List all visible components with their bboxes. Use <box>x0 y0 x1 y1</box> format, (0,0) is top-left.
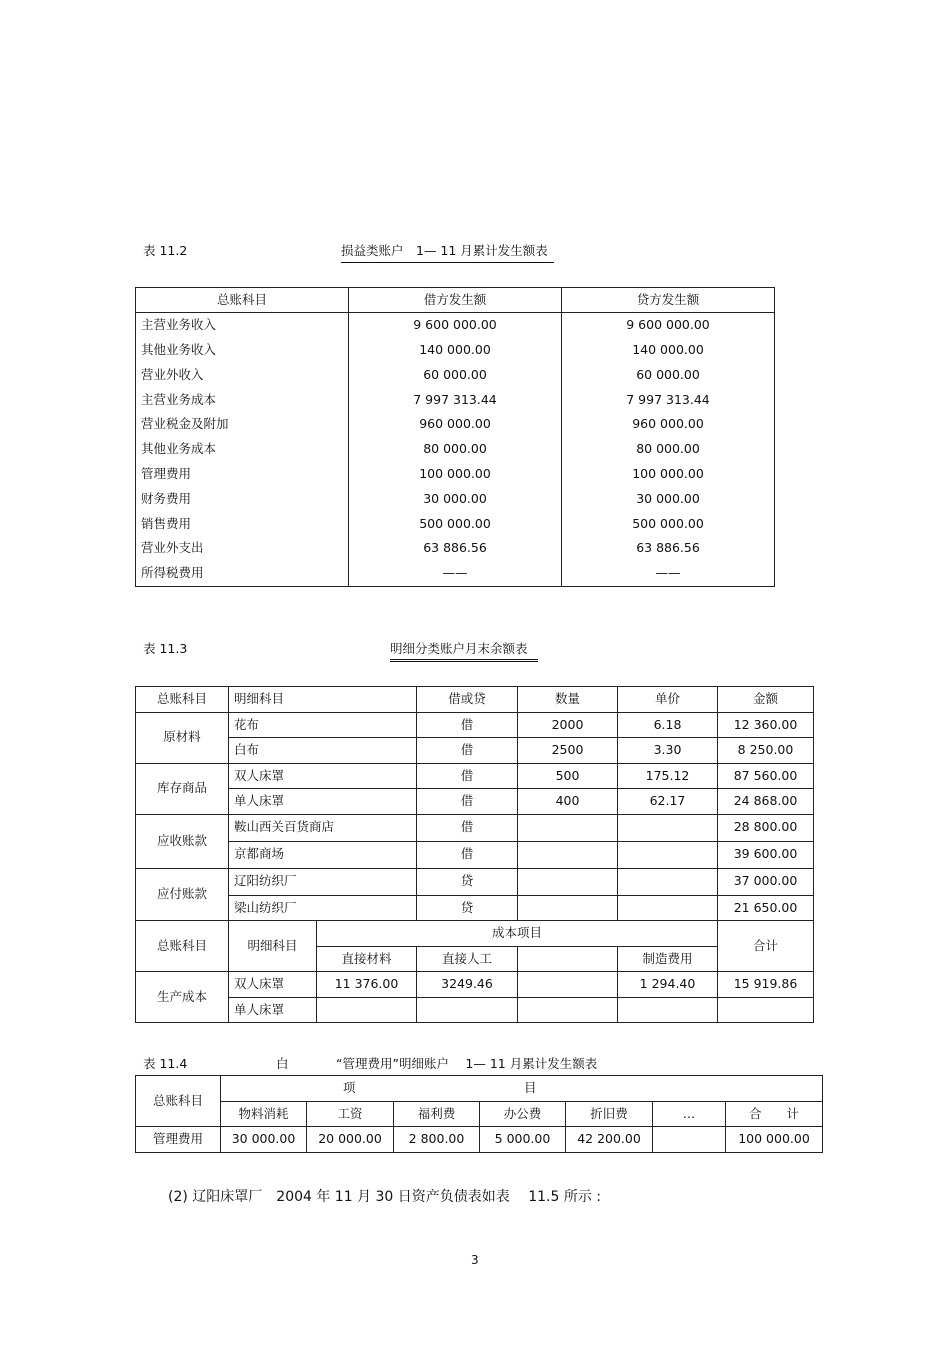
table-header-row <box>136 687 814 713</box>
table-row <box>136 313 775 338</box>
table-11-2 <box>135 287 775 587</box>
table-row <box>136 437 775 462</box>
table-row <box>136 841 814 868</box>
price-cell <box>618 868 718 895</box>
detail-cell: 辽阳纺织厂 <box>229 868 417 895</box>
dc-cell: 借 <box>417 763 518 789</box>
table-row <box>136 814 814 841</box>
labor-cell <box>417 997 518 1023</box>
qty-cell: 500 <box>518 763 618 789</box>
blank-cell <box>518 972 618 998</box>
header-cell <box>417 687 518 713</box>
qty-cell <box>518 895 618 921</box>
value-cell: 2 800.00 <box>394 1127 480 1153</box>
table-11-4-title: “管理费用”明细账户 1— 11 月累计发生额表 <box>336 1056 598 1071</box>
value-cell: 30 000.00 <box>221 1127 307 1153</box>
table-row <box>136 738 814 764</box>
account-cell: 销售费用 <box>136 511 349 536</box>
table-row <box>136 1127 823 1153</box>
header-cell: 直接人工 <box>417 946 518 972</box>
debit-cell: 9 600 000.00 <box>349 313 562 338</box>
header-cell: 单价 <box>618 687 718 713</box>
header-cell: 总账科目 <box>136 687 229 713</box>
debit-cell: 63 886.56 <box>349 536 562 561</box>
total-cell: 15 919.86 <box>718 972 814 998</box>
blank-cell <box>518 997 618 1023</box>
header-text: 借或贷 <box>448 691 486 706</box>
header-cell: 明细科目 <box>229 687 417 713</box>
page-number: 3 <box>471 1253 479 1267</box>
table-row <box>136 763 814 789</box>
debit-cell: 500 000.00 <box>349 511 562 536</box>
credit-cell: 100 000.00 <box>562 462 775 487</box>
header-cell: 数量 <box>518 687 618 713</box>
table-row <box>136 868 814 895</box>
dc-cell: 借 <box>417 814 518 841</box>
account-cell: 原材料 <box>136 712 229 763</box>
header-cell: 明细科目 <box>229 921 317 972</box>
table-row <box>136 338 775 363</box>
amount-cell: 12 360.00 <box>718 712 814 738</box>
dc-cell: 借 <box>417 789 518 815</box>
qty-cell: 400 <box>518 789 618 815</box>
debit-cell: 60 000.00 <box>349 363 562 388</box>
account-cell: 营业外支出 <box>136 536 349 561</box>
header-cell: 物料消耗 <box>221 1101 307 1127</box>
credit-cell: 140 000.00 <box>562 338 775 363</box>
debit-cell: 7 997 313.44 <box>349 387 562 412</box>
header-cell: 合 计 <box>726 1101 823 1127</box>
account-cell: 主营业务成本 <box>136 387 349 412</box>
table-11-3-label: 表 11.3 <box>143 641 188 656</box>
header-cell <box>518 946 618 972</box>
dc-cell: 贷 <box>417 895 518 921</box>
header-cell: … <box>653 1101 726 1127</box>
table-row <box>136 412 775 437</box>
header-cell: 成本项目 <box>317 921 718 947</box>
header-cell: 直接材料 <box>317 946 417 972</box>
price-cell <box>618 895 718 921</box>
table-row <box>136 712 814 738</box>
credit-cell: 30 000.00 <box>562 487 775 512</box>
amount-cell: 21 650.00 <box>718 895 814 921</box>
credit-cell: 960 000.00 <box>562 412 775 437</box>
header-cell: 金额 <box>718 687 814 713</box>
amount-cell: 37 000.00 <box>718 868 814 895</box>
amount-cell: 87 560.00 <box>718 763 814 789</box>
price-cell: 6.18 <box>618 712 718 738</box>
header-cell: 贷方发生额 <box>562 288 775 313</box>
table-row <box>136 487 775 512</box>
overhead-cell <box>618 997 718 1023</box>
price-cell: 175.12 <box>618 763 718 789</box>
price-cell <box>618 814 718 841</box>
table-header-row <box>136 288 775 313</box>
amount-cell: 28 800.00 <box>718 814 814 841</box>
table-11-3-title: 明细分类账户月末余额表 <box>390 639 538 662</box>
debit-cell: 80 000.00 <box>349 437 562 462</box>
detail-cell: 双人床罩 <box>229 763 417 789</box>
table-row <box>136 363 775 388</box>
account-cell: 其他业务收入 <box>136 338 349 363</box>
table-row <box>136 536 775 561</box>
qty-cell <box>518 841 618 868</box>
debit-cell: 140 000.00 <box>349 338 562 363</box>
header-text-item: 目 <box>524 1080 537 1095</box>
account-cell: 管理费用 <box>136 462 349 487</box>
header-cell: 总账科目 <box>136 1076 221 1127</box>
header-cell: 合计 <box>718 921 814 972</box>
header-cell: 折旧费 <box>566 1101 653 1127</box>
table-row <box>136 895 814 921</box>
credit-cell: 80 000.00 <box>562 437 775 462</box>
qty-cell: 2500 <box>518 738 618 764</box>
header-cell: 借方发生额 <box>349 288 562 313</box>
table-11-4-title-prefix: 白 <box>276 1056 289 1071</box>
table-11-3 <box>135 686 814 1023</box>
table-row <box>136 511 775 536</box>
amount-cell: 24 868.00 <box>718 789 814 815</box>
amount-cell: 39 600.00 <box>718 841 814 868</box>
account-cell: 库存商品 <box>136 763 229 814</box>
debit-cell: 100 000.00 <box>349 462 562 487</box>
credit-cell: —— <box>562 561 775 586</box>
dc-cell: 借 <box>417 738 518 764</box>
account-cell: 生产成本 <box>136 972 229 1023</box>
debit-cell: —— <box>349 561 562 586</box>
credit-cell: 7 997 313.44 <box>562 387 775 412</box>
account-cell: 管理费用 <box>136 1127 221 1153</box>
table-row <box>136 462 775 487</box>
qty-cell <box>518 868 618 895</box>
credit-cell: 500 000.00 <box>562 511 775 536</box>
amount-cell: 8 250.00 <box>718 738 814 764</box>
table-subheader-row <box>136 1101 823 1127</box>
dc-cell: 借 <box>417 841 518 868</box>
account-cell: 所得税费用 <box>136 561 349 586</box>
value-cell <box>653 1127 726 1153</box>
labor-cell: 3249.46 <box>417 972 518 998</box>
detail-cell: 京都商场 <box>229 841 417 868</box>
material-cell: 11 376.00 <box>317 972 417 998</box>
value-cell: 100 000.00 <box>726 1127 823 1153</box>
table-11-2-label: 表 11.2 <box>143 243 188 258</box>
table-row <box>136 387 775 412</box>
header-cell: 总账科目 <box>136 921 229 972</box>
account-cell: 营业外收入 <box>136 363 349 388</box>
body-paragraph: (2) 辽阳床罩厂 2004 年 11 月 30 日资产负债表如表 11.5 所示 : <box>168 1189 602 1205</box>
header-cell: 总账科目 <box>136 288 349 313</box>
credit-cell: 9 600 000.00 <box>562 313 775 338</box>
account-cell: 营业税金及附加 <box>136 412 349 437</box>
material-cell <box>317 997 417 1023</box>
account-cell: 主营业务收入 <box>136 313 349 338</box>
detail-cell: 单人床罩 <box>229 997 317 1023</box>
header-cell: 工资 <box>307 1101 394 1127</box>
detail-cell: 花布 <box>229 712 417 738</box>
dc-cell: 贷 <box>417 868 518 895</box>
price-cell: 62.17 <box>618 789 718 815</box>
account-cell: 应收账款 <box>136 814 229 868</box>
value-cell: 5 000.00 <box>480 1127 566 1153</box>
debit-cell: 960 000.00 <box>349 412 562 437</box>
detail-cell: 单人床罩 <box>229 789 417 815</box>
table-row <box>136 561 775 586</box>
header-cell <box>221 1076 823 1102</box>
header-cell: 福利费 <box>394 1101 480 1127</box>
total-cell <box>718 997 814 1023</box>
header-text-item: 项 <box>343 1080 356 1095</box>
table-header-row <box>136 1076 823 1102</box>
value-cell: 20 000.00 <box>307 1127 394 1153</box>
debit-cell: 30 000.00 <box>349 487 562 512</box>
account-cell: 其他业务成本 <box>136 437 349 462</box>
table-11-4-label: 表 11.4 <box>143 1056 188 1071</box>
credit-cell: 63 886.56 <box>562 536 775 561</box>
detail-cell: 双人床罩 <box>229 972 317 998</box>
price-cell <box>618 841 718 868</box>
table-row <box>136 997 814 1023</box>
detail-cell: 梁山纺织厂 <box>229 895 417 921</box>
cost-header-row <box>136 921 814 947</box>
table-row <box>136 972 814 998</box>
table-row <box>136 789 814 815</box>
header-cell: 办公费 <box>480 1101 566 1127</box>
value-cell: 42 200.00 <box>566 1127 653 1153</box>
account-cell: 应付账款 <box>136 868 229 921</box>
dc-cell: 借 <box>417 712 518 738</box>
qty-cell: 2000 <box>518 712 618 738</box>
overhead-cell: 1 294.40 <box>618 972 718 998</box>
detail-cell: 白布 <box>229 738 417 764</box>
header-cell: 制造费用 <box>618 946 718 972</box>
table-11-4 <box>135 1075 823 1153</box>
account-cell: 财务费用 <box>136 487 349 512</box>
price-cell: 3.30 <box>618 738 718 764</box>
detail-cell: 鞍山西关百货商店 <box>229 814 417 841</box>
table-11-2-title: 损益类账户 1— 11 月累计发生额表 <box>341 241 554 263</box>
credit-cell: 60 000.00 <box>562 363 775 388</box>
qty-cell <box>518 814 618 841</box>
